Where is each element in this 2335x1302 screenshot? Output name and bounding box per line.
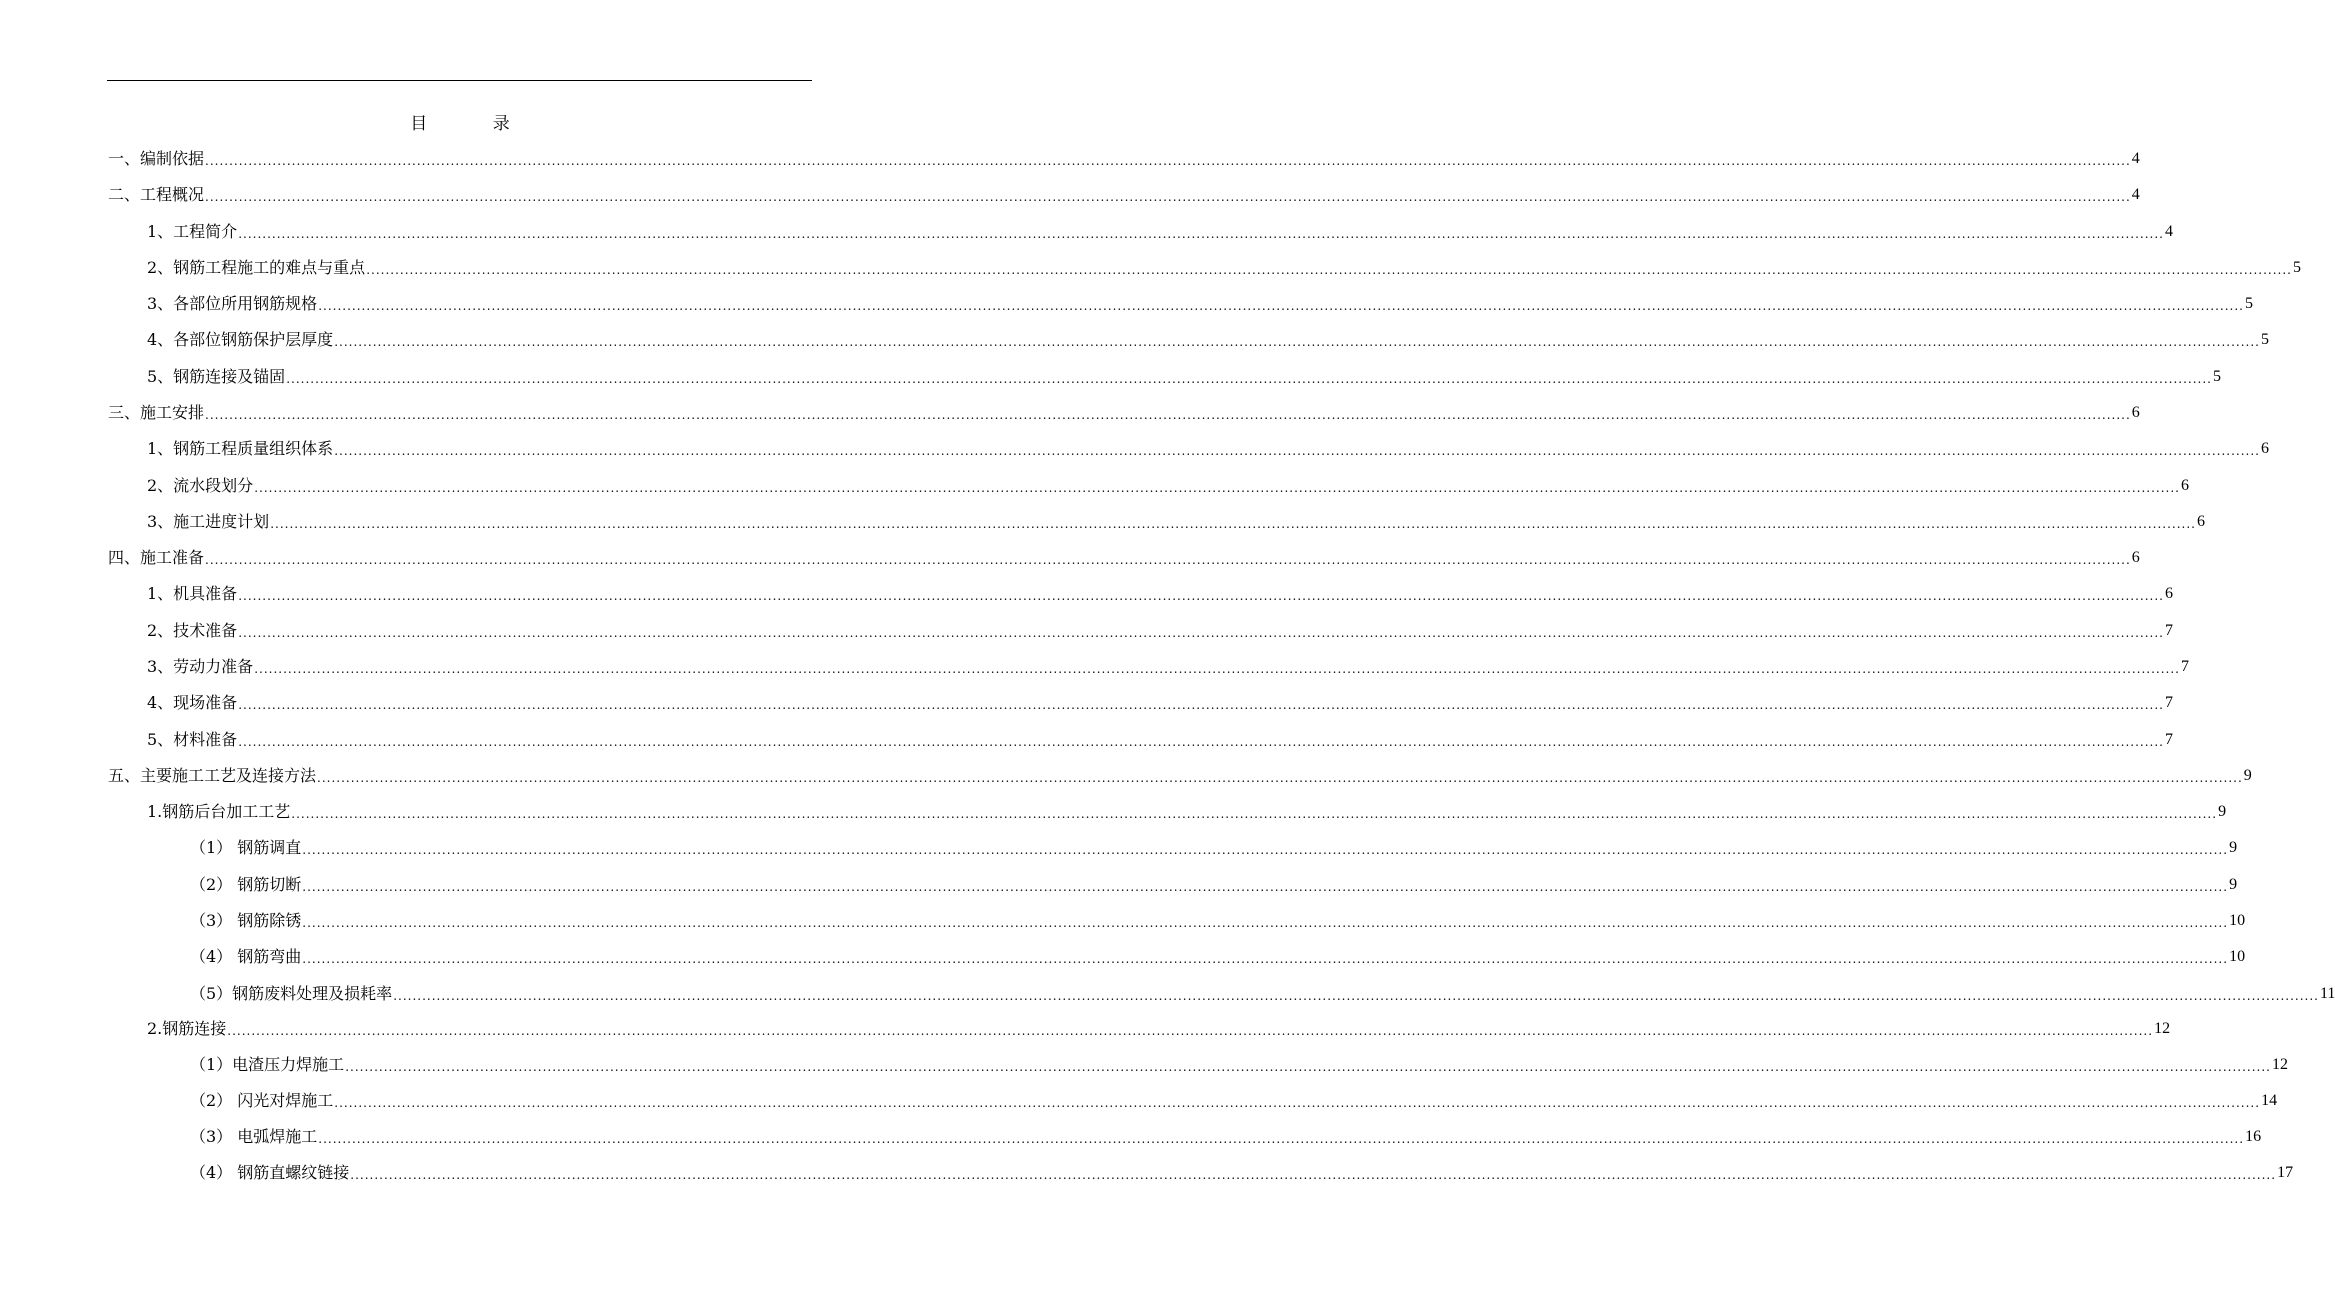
toc-entry[interactable] — [147, 256, 2301, 280]
toc-entry[interactable] — [147, 655, 2189, 679]
toc-leader: ................................................................................................................................................................................................................................................................................................................................................................................................................ — [205, 408, 2131, 422]
toc-entry-label: （1）电渣压力焊施工 — [190, 1055, 345, 1074]
toc-entry[interactable] — [190, 836, 2238, 860]
toc-entry[interactable] — [108, 546, 2140, 570]
toc-entry-page: 9 — [2229, 876, 2238, 893]
toc-entry[interactable] — [147, 619, 2173, 643]
toc-leader: ................................................................................................................................................................................................................................................................................................................................................................................................................ — [238, 227, 2164, 241]
toc-entry[interactable] — [190, 1053, 2288, 1077]
toc-entry-label: （3） 电弧焊施工 — [190, 1127, 318, 1146]
toc-entry-page: 5 — [2292, 259, 2301, 276]
toc-entry[interactable] — [108, 764, 2252, 788]
toc-entry-label: 1、机具准备 — [147, 584, 238, 603]
toc-leader: ................................................................................................................................................................................................................................................................................................................................................................................................................ — [318, 299, 2244, 313]
toc-entry-label: （3） 钢筋除锈 — [190, 911, 302, 930]
toc-entry[interactable] — [190, 1089, 2278, 1113]
toc-entry[interactable] — [108, 401, 2140, 425]
toc-entry-page: 7 — [2164, 731, 2173, 748]
toc-leader: ................................................................................................................................................................................................................................................................................................................................................................................................................ — [302, 952, 2229, 966]
toc-entry-label: 1、工程简介 — [147, 222, 238, 241]
toc-entry[interactable] — [147, 582, 2173, 606]
toc-entry-page: 7 — [2164, 694, 2173, 711]
toc-entry-page: 12 — [2154, 1020, 2171, 1037]
toc-entry-label: 5、材料准备 — [147, 730, 238, 749]
toc-leader: ................................................................................................................................................................................................................................................................................................................................................................................................................ — [286, 372, 2212, 386]
toc-entry-page: 5 — [2260, 331, 2269, 348]
toc-entry[interactable] — [147, 437, 2269, 461]
toc-entry-label: 4、各部位钢筋保护层厚度 — [147, 330, 334, 349]
toc-entry[interactable] — [147, 510, 2205, 534]
toc-entry-label: 二、工程概况 — [108, 185, 205, 204]
toc-entry[interactable] — [147, 292, 2253, 316]
toc-entry-page: 9 — [2218, 803, 2227, 820]
toc-entry-label: 5、钢筋连接及锚固 — [147, 367, 286, 386]
toc-entry-label: 三、施工安排 — [108, 403, 205, 422]
toc-entry-page: 16 — [2245, 1128, 2262, 1145]
toc-leader: ................................................................................................................................................................................................................................................................................................................................................................................................................ — [238, 626, 2164, 640]
toc-entry-label: 3、施工进度计划 — [147, 512, 270, 531]
toc-entry[interactable] — [147, 1017, 2171, 1041]
toc-entry[interactable] — [190, 909, 2246, 933]
toc-entry[interactable] — [108, 183, 2140, 207]
toc-entry[interactable] — [147, 691, 2173, 715]
toc-entry-label: 五、主要施工工艺及连接方法 — [108, 766, 317, 785]
toc-entry-page: 6 — [2131, 549, 2140, 566]
toc-leader: ................................................................................................................................................................................................................................................................................................................................................................................................................ — [254, 481, 2180, 495]
toc-entry-label: （2） 钢筋切断 — [190, 875, 302, 894]
toc-leader: ................................................................................................................................................................................................................................................................................................................................................................................................................ — [254, 662, 2180, 676]
toc-entry-page: 6 — [2260, 440, 2269, 457]
toc-leader: ................................................................................................................................................................................................................................................................................................................................................................................................................ — [345, 1060, 2271, 1074]
toc-entry-page: 5 — [2212, 368, 2221, 385]
toc-entry-page: 17 — [2277, 1164, 2294, 1181]
toc-entry[interactable] — [147, 328, 2269, 352]
toc-entry-label: 2、钢筋工程施工的难点与重点 — [147, 258, 366, 277]
toc-leader: ................................................................................................................................................................................................................................................................................................................................................................................................................ — [317, 771, 2243, 785]
toc-leader: ................................................................................................................................................................................................................................................................................................................................................................................................................ — [393, 989, 2319, 1003]
toc-entry[interactable] — [147, 365, 2221, 389]
toc-leader: ................................................................................................................................................................................................................................................................................................................................................................................................................ — [302, 843, 2229, 857]
toc-entry[interactable] — [190, 982, 2335, 1006]
toc-leader: ................................................................................................................................................................................................................................................................................................................................................................................................................ — [205, 190, 2131, 204]
toc-leader: ................................................................................................................................................................................................................................................................................................................................................................................................................ — [334, 444, 2260, 458]
toc-entry[interactable] — [190, 1161, 2294, 1185]
toc-leader: ................................................................................................................................................................................................................................................................................................................................................................................................................ — [350, 1168, 2277, 1182]
toc-leader: ................................................................................................................................................................................................................................................................................................................................................................................................................ — [318, 1132, 2245, 1146]
toc-entry-page: 5 — [2244, 295, 2253, 312]
toc-leader: ................................................................................................................................................................................................................................................................................................................................................................................................................ — [227, 1024, 2154, 1038]
toc-entry-page: 4 — [2131, 186, 2140, 203]
toc-leader: ................................................................................................................................................................................................................................................................................................................................................................................................................ — [238, 589, 2164, 603]
toc-entry-label: 4、现场准备 — [147, 693, 238, 712]
toc-entry[interactable] — [108, 147, 2140, 171]
toc-entry-page: 6 — [2180, 477, 2189, 494]
toc-entry-page: 6 — [2164, 585, 2173, 602]
toc-entry-page: 9 — [2243, 767, 2252, 784]
toc-title: 目 录 — [410, 114, 540, 134]
toc-leader: ................................................................................................................................................................................................................................................................................................................................................................................................................ — [334, 335, 2260, 349]
toc-entry-label: 2、技术准备 — [147, 621, 238, 640]
toc-entry-page: 7 — [2164, 622, 2173, 639]
toc-entry[interactable] — [147, 800, 2227, 824]
toc-entry-label: （1） 钢筋调直 — [190, 838, 302, 857]
toc-entry-page: 11 — [2319, 985, 2335, 1002]
toc-entry-page: 9 — [2229, 839, 2238, 856]
toc-entry-label: （5）钢筋废料处理及损耗率 — [190, 984, 393, 1003]
toc-leader: ................................................................................................................................................................................................................................................................................................................................................................................................................ — [302, 880, 2229, 894]
toc-entry-label: 3、各部位所用钢筋规格 — [147, 294, 318, 313]
toc-entry-label: 1、钢筋工程质量组织体系 — [147, 439, 334, 458]
toc-leader: ................................................................................................................................................................................................................................................................................................................................................................................................................ — [270, 517, 2196, 531]
toc-entry-label: 2.钢筋连接 — [147, 1019, 227, 1038]
toc-entry-page: 10 — [2229, 912, 2246, 929]
toc-leader: ................................................................................................................................................................................................................................................................................................................................................................................................................ — [238, 698, 2164, 712]
toc-leader: ................................................................................................................................................................................................................................................................................................................................................................................................................ — [334, 1096, 2261, 1110]
toc-leader: ................................................................................................................................................................................................................................................................................................................................................................................................................ — [302, 916, 2229, 930]
toc-entry[interactable] — [147, 474, 2189, 498]
toc-entry[interactable] — [190, 1125, 2262, 1149]
toc-entry-page: 6 — [2131, 404, 2140, 421]
toc-entry-page: 4 — [2164, 223, 2173, 240]
toc-entry-page: 4 — [2131, 150, 2140, 167]
toc-leader: ................................................................................................................................................................................................................................................................................................................................................................................................................ — [205, 553, 2131, 567]
toc-entry-label: 2、流水段划分 — [147, 476, 254, 495]
toc-leader: ................................................................................................................................................................................................................................................................................................................................................................................................................ — [366, 263, 2292, 277]
toc-entry-label: （4） 钢筋弯曲 — [190, 947, 302, 966]
toc-entry-page: 7 — [2180, 658, 2189, 675]
toc-entry-page: 10 — [2229, 948, 2246, 965]
toc-entry[interactable] — [190, 945, 2246, 969]
toc-entry[interactable] — [147, 220, 2173, 244]
toc-entry-page: 6 — [2196, 513, 2205, 530]
toc-leader: ................................................................................................................................................................................................................................................................................................................................................................................................................ — [205, 154, 2131, 168]
toc-entry-label: 四、施工准备 — [108, 548, 205, 567]
header-rule — [107, 80, 812, 81]
toc-entry-label: 1.钢筋后台加工工艺 — [147, 802, 291, 821]
toc-entry-label: （4） 钢筋直螺纹链接 — [190, 1163, 350, 1182]
toc-entry-page: 12 — [2271, 1056, 2288, 1073]
toc-entry[interactable] — [190, 873, 2238, 897]
toc-entry-label: 一、编制依据 — [108, 149, 205, 168]
toc-entry-label: 3、劳动力准备 — [147, 657, 254, 676]
toc-entry-page: 14 — [2261, 1092, 2278, 1109]
toc-entry[interactable] — [147, 728, 2173, 752]
toc-entry-label: （2） 闪光对焊施工 — [190, 1091, 334, 1110]
toc-leader: ................................................................................................................................................................................................................................................................................................................................................................................................................ — [291, 807, 2218, 821]
toc-leader: ................................................................................................................................................................................................................................................................................................................................................................................................................ — [238, 735, 2164, 749]
